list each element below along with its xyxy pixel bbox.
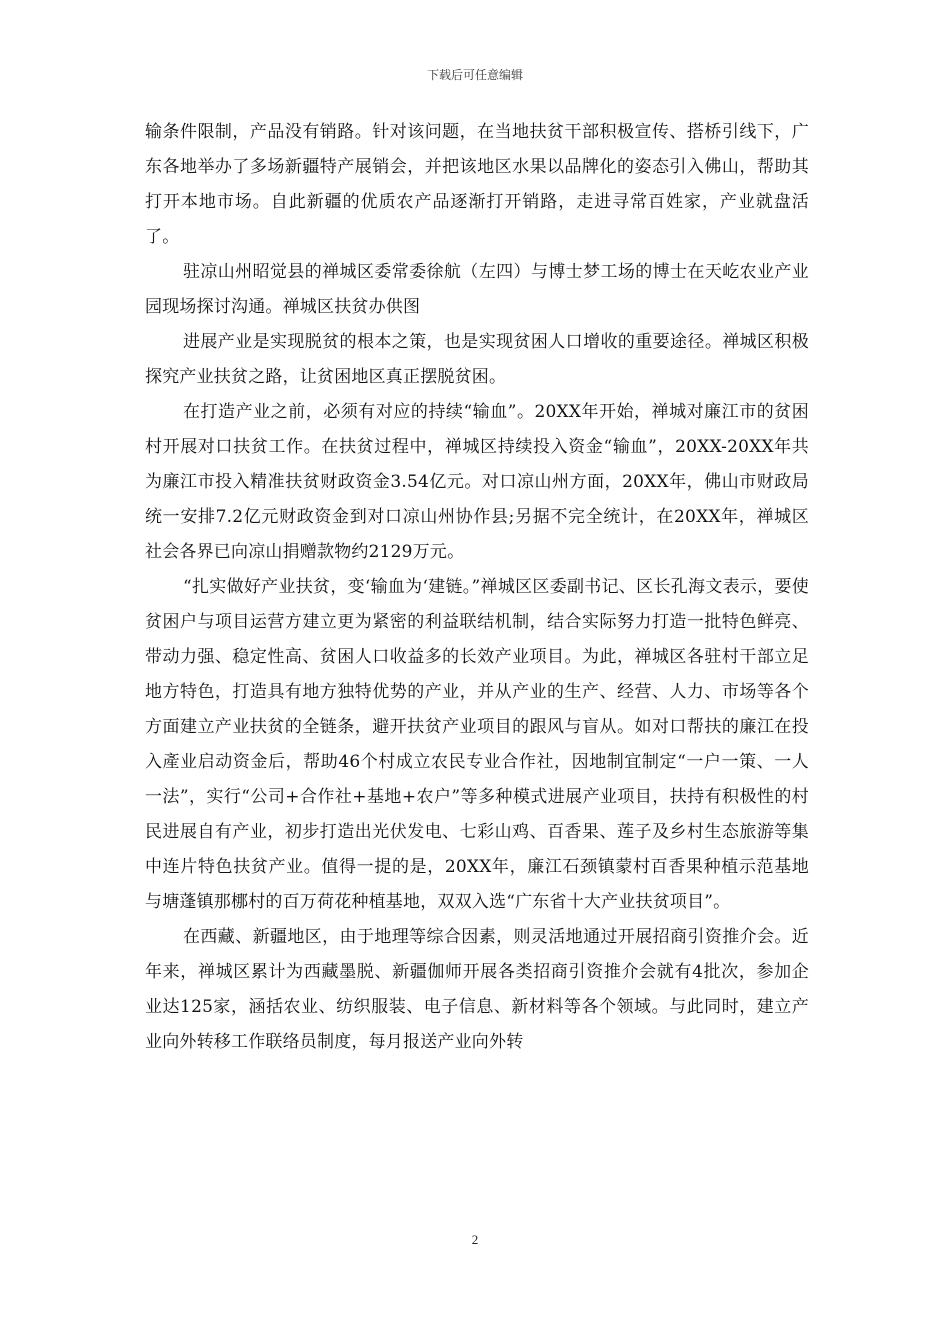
paragraph-industry-chain: “扎实做好产业扶贫，变‘输血为‘建链。”禅城区区委副书记、区长孔海文表示，要使贫困户与项目运营方建立更为紧密的利益联结机制，结合实际努力打造一批特色鲜亮、带动力强、稳定性高、贫困人口收益多的长效产业项目。为此，禅城区各驻村干部立足地方特色，打造具有地方独特优势的产业，并从产业的生产、经营、人力、市场等各个方面建立产业扶贫的全链条，避开扶贫产业项目的跟风与盲从。如对口帮扶的廉江在投入產业启动资金后，帮助46个村成立农民专业合作社，因地制宜制定“一户一策、一人一法”，实行“公司+合作社+基地+农户”等多种模式进展产业项目，扶持有积极性的村民进展自有产业，初步打造出光伏发电、七彩山鸡、百香果、莲子及乡村生态旅游等集中连片特色扶贫产业。值得一提的是，20XX年，廉江石颈镇蒙村百香果种植示范基地与塘蓬镇那梛村的百万荷花种植基地，双双入选“广东省十大产业扶贫项目”。 [145,577,809,912]
paragraph-continuation: 输条件限制，产品没有销路。针对该问题，在当地扶贫干部积极宣传、搭桥引线下，广东各地举办了多场新疆特产展销会，并把该地区水果以品牌化的姿态引入佛山，帮助其打开本地市场。自此新疆的优质农产品逐渐打开销路，走进寻常百姓家，产业就盘活了。 [145,122,809,247]
photo-caption: 驻凉山州昭觉县的禅城区委常委徐航（左四）与博士梦工场的博士在天屹农业产业园现场探讨沟通。禅城区扶贫办供图 [145,262,809,317]
page-number: 2 [471,1232,479,1247]
paragraph-industry-development: 进展产业是实现脱贫的根本之策，也是实现贫困人口增收的重要途径。禅城区积极探究产业扶贫之路，让贫困地区真正摆脱贫困。 [145,332,809,387]
paragraph-investment-promotion: 在西藏、新疆地区，由于地理等综合因素，则灵活地通过开展招商引资推介会。近年来，禅城区累计为西藏墨脱、新疆伽师开展各类招商引资推介会就有4批次，参加企业达125家，涵括农业、纺织服装、电子信息、新材料等各个领域。与此同时，建立产业向外转移工作联络员制度，每月报送产业向外转 [145,927,809,1052]
paragraph-funding: 在打造产业之前，必须有对应的持续“输血”。20XX年开始，禅城对廉江市的贫困村开展对口扶贫工作。在扶贫过程中，禅城区持续投入资金“输血”，20XX-20XX年共为廉江市投入精准扶贫财政资金3.54亿元。对口凉山州方面，20XX年，佛山市财政局统一安排7.2亿元财政资金到对口凉山州协作县;另据不完全统计，在20XX年，禅城区社会各界已向凉山捐赠款物约2129万元。 [145,402,809,562]
document-body [145,115,809,1060]
page-header: 下载后可任意编辑 [426,68,523,82]
